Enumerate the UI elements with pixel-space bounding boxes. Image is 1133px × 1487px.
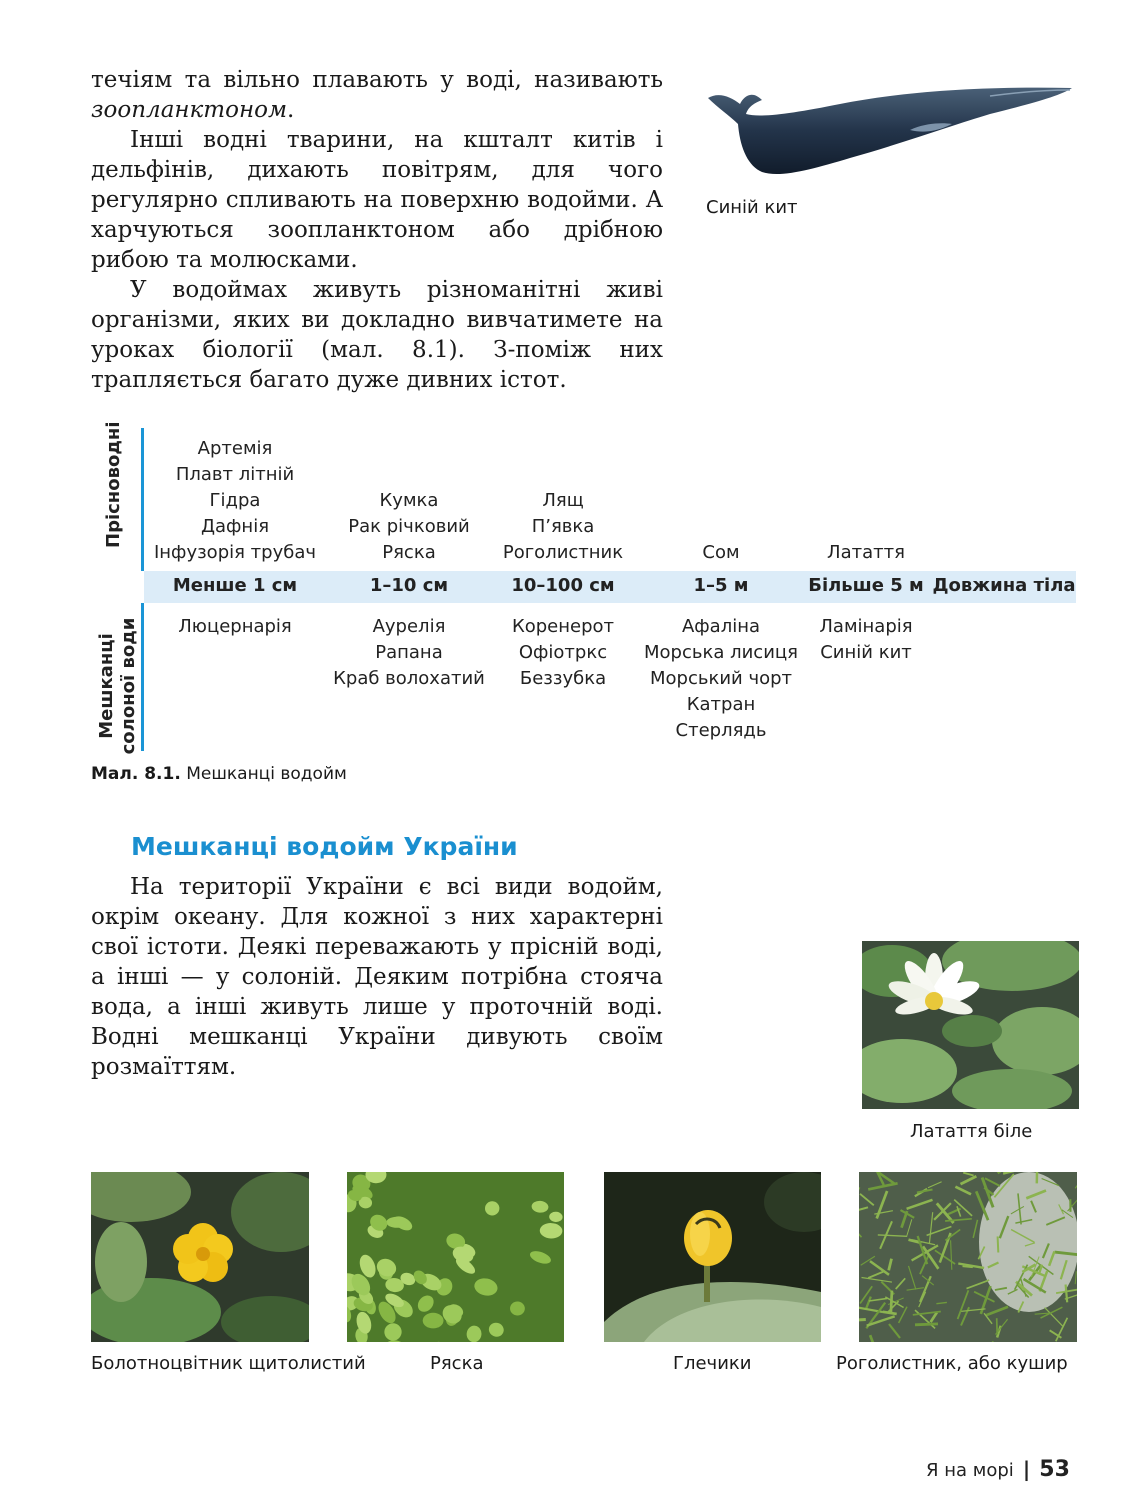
- scale-cell: Менше 1 см: [140, 575, 330, 596]
- organism-name: Коренерот: [490, 614, 636, 640]
- chapter-title: Я на морі: [926, 1460, 1014, 1481]
- yellow-water-lily-photo: [604, 1172, 821, 1342]
- figure-caption-text: Мешканці водойм: [181, 764, 347, 784]
- section-paragraph: [91, 872, 663, 1082]
- organism-name: Гідра: [140, 488, 330, 514]
- organism-name: Ламінарія: [806, 614, 926, 640]
- footer-separator: |: [1023, 1457, 1030, 1481]
- organism-name: Дафнія: [140, 514, 330, 540]
- term-italic: зоопланктоном: [91, 97, 287, 123]
- saltwater-label-line1: Мешканці: [96, 616, 118, 756]
- organism-name: Лящ: [490, 488, 636, 514]
- photo-caption: Болотноцвітник щитолистий: [91, 1353, 366, 1374]
- saltwater-column: [140, 614, 330, 640]
- paragraph-text: течіям та вільно плавають у воді, називають: [91, 67, 663, 93]
- organism-name: Інфузорія трубач: [140, 540, 330, 566]
- paragraph-text: Інші водні тварини, на кшталт китів і дельфінів, дихають повітрям, для чого регулярно спливають на поверхню водойми. А харчуються зоопланктоном або дрібною рибою та молюсками.: [91, 127, 663, 273]
- fringed-water-lily-photo: [91, 1172, 309, 1342]
- organism-name: Ряска: [323, 540, 495, 566]
- paragraph-text: .: [287, 97, 294, 123]
- scale-cell: 1–5 м: [636, 575, 806, 596]
- paragraph: [91, 125, 663, 275]
- paragraph: [91, 65, 663, 125]
- organism-name: Морська лисиця: [636, 640, 806, 666]
- photo-caption: Глечики: [673, 1353, 751, 1374]
- freshwater-column: [140, 430, 330, 566]
- scale-axis-title: Довжина тіла: [932, 575, 1076, 596]
- saltwater-column: [323, 614, 495, 692]
- page-number: 53: [1039, 1457, 1070, 1482]
- photo-caption: Роголистник, або кушир: [836, 1353, 1068, 1374]
- saltwater-column: [806, 614, 926, 666]
- organism-name: Сом: [636, 540, 806, 566]
- photo-caption: Ряска: [430, 1353, 483, 1374]
- lily-caption: Латаття біле: [910, 1121, 1032, 1142]
- whale-caption: Синій кит: [706, 197, 798, 218]
- figure-caption-number: Мал. 8.1.: [91, 764, 181, 784]
- scale-cell: 10–100 см: [490, 575, 636, 596]
- organism-name: Артемія: [140, 436, 330, 462]
- organism-name: Кумка: [323, 488, 495, 514]
- organism-name: Латаття: [806, 540, 926, 566]
- freshwater-column: [323, 430, 495, 566]
- organism-name: Аурелія: [323, 614, 495, 640]
- freshwater-label: Прісноводні: [103, 438, 125, 548]
- paragraph: [91, 275, 663, 395]
- duckweed-photo: [347, 1172, 564, 1342]
- organism-name: Рапана: [323, 640, 495, 666]
- organism-name: Рак річковий: [323, 514, 495, 540]
- scale-cell: 1–10 см: [323, 575, 495, 596]
- saltwater-label-line2: солоної води: [118, 616, 140, 756]
- freshwater-column: [806, 430, 926, 566]
- page-footer: [926, 1457, 1070, 1487]
- paragraph-text: У водоймах живуть різноманітні живі організми, яких ви докладно вивчатимете на уроках біології (мал. 8.1). З-поміж них трапляється багато дуже дивних істот.: [91, 277, 663, 393]
- organism-name: Синій кит: [806, 640, 926, 666]
- freshwater-column: [490, 430, 636, 566]
- saltwater-column: [636, 614, 806, 744]
- freshwater-column: [636, 430, 806, 566]
- organism-name: П’явка: [490, 514, 636, 540]
- blue-whale-illustration: [700, 78, 1078, 186]
- hornwort-photo: [859, 1172, 1077, 1342]
- saltwater-label: [96, 616, 140, 756]
- organism-name: Плавт літній: [140, 462, 330, 488]
- organism-name: Люцернарія: [140, 614, 330, 640]
- organism-name: Катран: [636, 692, 806, 718]
- organism-name: Краб волохатий: [323, 666, 495, 692]
- white-water-lily-photo: [862, 941, 1079, 1109]
- intro-text: [91, 65, 663, 395]
- organism-name: Роголистник: [490, 540, 636, 566]
- organism-name: Офіотркс: [490, 640, 636, 666]
- organism-name: Стерлядь: [636, 718, 806, 744]
- section-heading: Мешканці водойм України: [131, 832, 518, 861]
- organism-name: Беззубка: [490, 666, 636, 692]
- scale-cell: Більше 5 м: [806, 575, 926, 596]
- saltwater-column: [490, 614, 636, 692]
- organism-name: Афаліна: [636, 614, 806, 640]
- figure-caption: [91, 764, 347, 784]
- organism-name: Морський чорт: [636, 666, 806, 692]
- section-paragraph-text: На території України є всі види водойм, окрім океану. Для кожної з них характерні свої істоти. Деякі переважають у прісній воді, а інші — у солоній. Деяким потрібна стояча вода, а інші живуть лише у проточній воді. Водні мешканці України дивують своїм розмаїттям.: [91, 872, 663, 1082]
